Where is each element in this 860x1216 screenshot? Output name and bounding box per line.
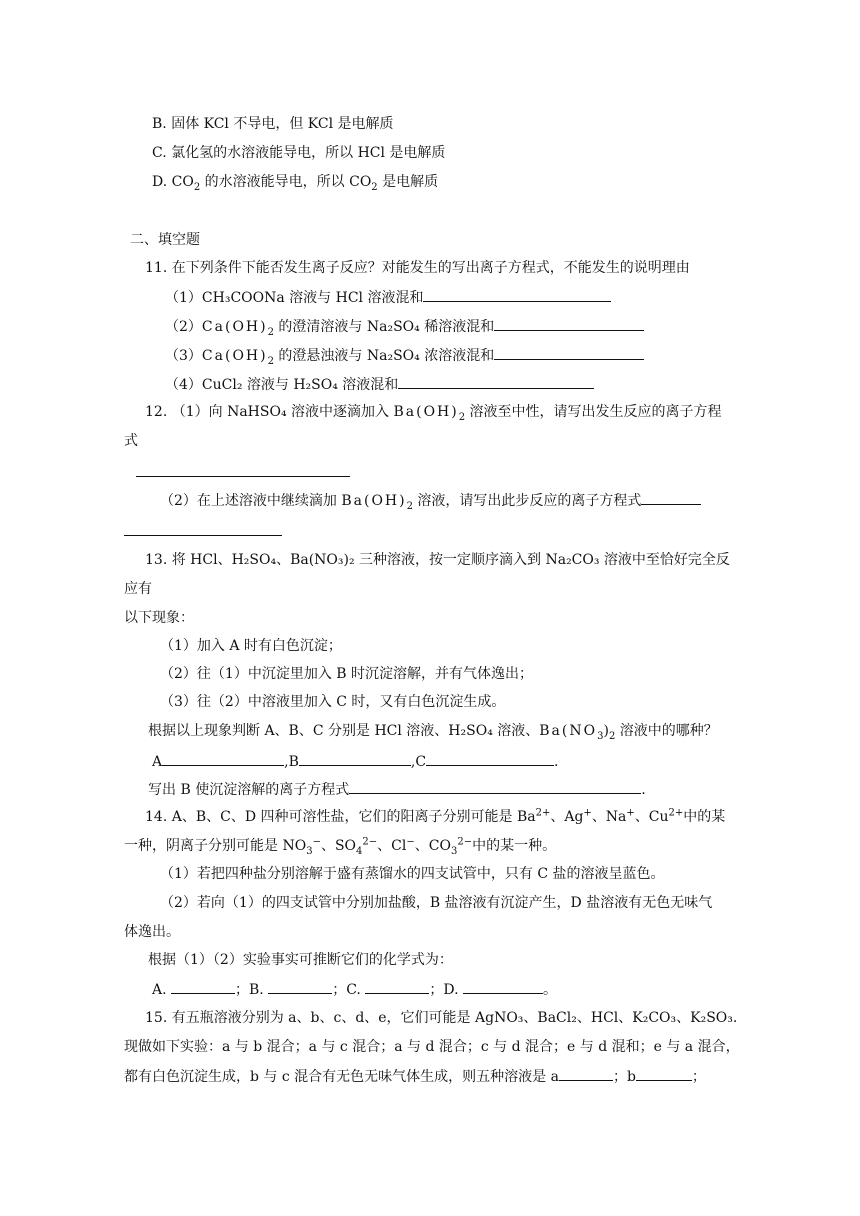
q12-stem-cont: 式 [124,433,138,449]
q13-judge: 根据以上现象判断 A、B、C 分别是 HCl 溶液、H₂SO₄ 溶液、$Ba(NO_3)_2$ 溶液中的哪种？ [148,723,718,742]
q11-item-2: $(2)Ca(OH)_2$ 的澄清溶液与 Na₂SO₄ 稀溶液混和 [165,316,644,336]
q14-stem: 14. A、B、C、D 四种可溶性盐，它们的阳离子分别可能是 $Ba^{2+}$、Ag+、Na+、$Cu^{2+}$中的某 [145,807,726,825]
answer-blank[interactable] [494,316,644,331]
answer-blank[interactable] [124,521,282,536]
answer-blank-c[interactable] [426,751,554,766]
answer-blank-c[interactable] [365,979,429,994]
q13-stem: 13. 将 HCl、H₂SO₄、Ba(NO₃)₂ 三种溶液，按一定顺序滴入到 Na₂CO₃ 溶液中至恰好完全反 [145,552,730,568]
q13-obs-3: （3）往（2）中溶液里加入 C 时，又有白色沉淀生成。 [160,694,506,710]
q13-obs-2: （2）往（1）中沉淀里加入 B 时沉淀溶解，并有气体逸出； [160,666,534,682]
q10-option-b: B. 固体 KCl 不导电，但 KCl 是电解质 [152,116,394,132]
answer-blank[interactable] [494,345,644,360]
answer-blank-b[interactable] [299,751,411,766]
answer-blank[interactable] [398,374,594,389]
q13-answers: A ,B ,C . [152,751,559,771]
q13-intro: 以下现象： [124,610,194,626]
q12-blank-1 [136,462,350,482]
q10-option-c: C. 氯化氢的水溶液能导电，所以 HCl 是电解质 [152,145,446,161]
q14-p1: （1）若把四种盐分别溶解于盛有蒸馏水的四支试管中，只有 C 盐的溶液呈蓝色。 [160,866,665,882]
answer-blank-d[interactable] [463,979,543,994]
answer-blank-a[interactable] [162,751,284,766]
answer-blank-b[interactable] [268,979,332,994]
q10-option-d: D. $CO_2$ 的水溶液能导电，所以 $CO_2$ 是电解质 [152,174,439,193]
q12-part2: （2）在上述溶液中继续滴加 $Ba(OH)_2$ 溶液，请写出此步反应的离子方程式 [160,490,701,510]
q14-answers: A. ；B. ；C. ；D. 。 [152,979,557,999]
q14-anions: 一种，阴离子分别可能是 $NO_3^-$、$SO_4^{2-}$、Cl−、$CO_3^{2-}$中的某一种。 [124,836,557,857]
q12-stem: 12. （1）向 NaHSO₄ 溶液中逐滴加入 $Ba(OH)_2$ 溶液至中性，请写出发生反应的离子方程 [145,404,722,423]
q15-line-2: 现做如下实验：a 与 b 混合；a 与 c 混合；a 与 d 混合；c 与 d 混合；e 与 d 混和；e 与 a 混合， [124,1039,740,1055]
section-title: 二、填空题 [130,232,200,248]
answer-blank-b[interactable] [636,1066,692,1081]
q11-stem: 11. 在下列条件下能否发生离子反应？对能发生的写出离子方程式，不能发生的说明理由 [145,260,690,276]
q14-p2-cont: 体逸出。 [124,924,180,940]
q14-p2: （2）若向（1）的四支试管中分别加盐酸，B 盐溶液有沉淀产生，D 盐溶液有无色无味气 [160,895,713,911]
answer-blank[interactable] [136,462,350,477]
q15-line-1: 15. 有五瓶溶液分别为 a、b、c、d、e，它们可能是 AgNO₃、BaCl₂、HCl、K₂CO₃、K₂SO₃. [145,1010,738,1026]
q11-item-4: （4）CuCl₂ 溶液与 H₂SO₄ 溶液混和 [165,374,594,394]
q11-item-3: $(3)Ca(OH)_2$ 的澄悬浊液与 Na₂SO₄ 浓溶液混和 [165,345,644,365]
answer-blank[interactable] [423,287,611,302]
answer-blank-a[interactable] [559,1066,613,1081]
q15-line-3: 都有白色沉淀生成，b 与 c 混合有无色无味气体生成，则五种溶液是 a ；b ； [124,1066,706,1086]
q13-stem-cont: 应有 [124,581,152,597]
q13-write: 写出 B 使沉淀溶解的离子方程式 . [148,779,646,799]
q12-blank-2 [124,521,282,541]
q13-obs-1: （1）加入 A 时有白色沉淀； [160,638,342,654]
answer-blank-a[interactable] [171,979,235,994]
answer-blank[interactable] [349,779,641,794]
q11-item-1: （1）CH₃COONa 溶液与 HCl 溶液混和 [165,287,611,307]
q14-p3: 根据（1）（2）实验事实可推断它们的化学式为： [148,952,453,968]
answer-blank[interactable] [641,490,701,505]
